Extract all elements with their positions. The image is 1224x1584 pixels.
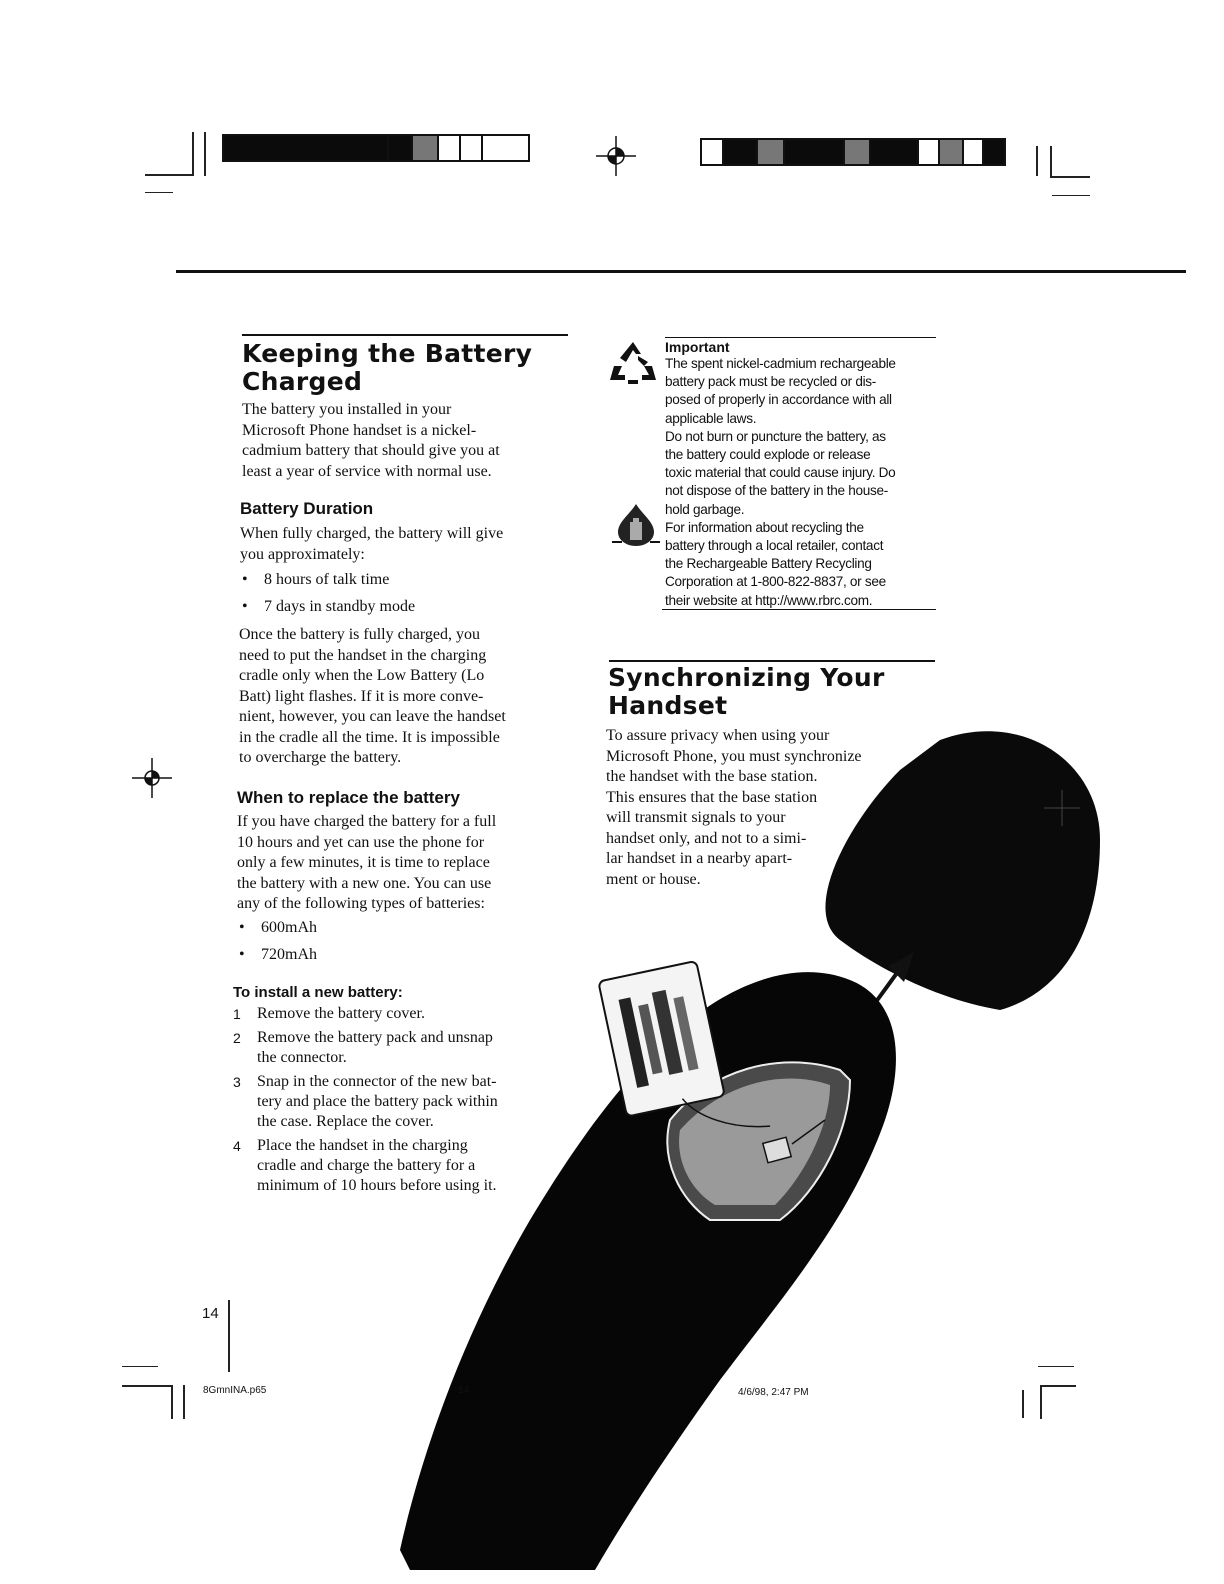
install-step	[233, 1004, 563, 1024]
text-line: handset only, and not to a simi-	[606, 829, 807, 847]
crop-mark	[171, 1385, 173, 1419]
text-line: least a year of service with normal use.	[242, 462, 492, 480]
text-line: If you have charged the battery for a full	[237, 813, 497, 830]
section-title-synchronizing-handset	[608, 664, 948, 720]
text-line: tery and place the battery pack within	[257, 1093, 498, 1110]
section-title-keeping-battery-charged	[242, 340, 572, 396]
crop-mark	[1036, 146, 1038, 176]
page-number-rule	[228, 1300, 230, 1372]
text-line: not dispose of the battery in the house-	[665, 483, 889, 499]
text-line: To assure privacy when using your	[606, 727, 830, 744]
section-title-line: Synchronizing Your	[608, 663, 885, 692]
text-line: nient, however, you can leave the handset	[239, 708, 506, 725]
header-rule	[176, 270, 1186, 273]
text-line: their website at http://www.rbrc.com.	[665, 592, 873, 608]
install-step	[233, 1136, 563, 1196]
text-line: cradle and charge the battery for a	[257, 1157, 476, 1174]
text-line: minimum of 10 hours before using it.	[257, 1177, 497, 1194]
text-line: battery pack must be recycled or dis-	[665, 374, 877, 390]
text-line: applicable laws.	[665, 410, 757, 426]
replace-paragraph	[237, 812, 567, 915]
crop-mark	[1040, 1385, 1076, 1387]
crop-mark	[1022, 1390, 1024, 1418]
install-steps	[233, 1004, 563, 1196]
color-bar-left	[222, 134, 530, 162]
important-note-body	[665, 355, 955, 610]
text-line: Batt) light flashes. If it is more conve-	[239, 687, 484, 705]
text-line: in the cradle all the time. It is impossible	[239, 728, 500, 746]
text-line: Corporation at 1-800-822-8837, or see	[665, 574, 886, 590]
battery-recycling-icon	[610, 502, 662, 548]
text-line: the battery could explode or release	[665, 447, 871, 463]
text-line: ment or house.	[606, 870, 701, 888]
section-title-line: Handset	[608, 691, 728, 720]
registration-mark-icon	[594, 136, 638, 176]
text-line: Microsoft Phone handset is a nickel-	[242, 421, 477, 439]
list-item: • 720mAh	[237, 945, 567, 965]
step-number: 4	[233, 1138, 241, 1154]
text-line: Remove the battery cover.	[257, 1005, 425, 1022]
text-line: to overcharge the battery.	[239, 749, 402, 766]
install-step	[233, 1028, 563, 1068]
list-item: • 8 hours of talk time	[240, 570, 570, 590]
recycle-icon	[608, 340, 658, 386]
text-line: hold garbage.	[665, 501, 745, 517]
text-line: you approximately:	[240, 545, 365, 563]
list-item: • 7 days in standby mode	[240, 597, 570, 617]
crop-mark	[183, 1385, 185, 1419]
text-line: battery through a local retailer, contact	[665, 538, 884, 554]
text-line: posed of properly in accordance with all	[665, 392, 892, 408]
text-line: will transmit signals to your	[606, 809, 786, 826]
crop-mark	[122, 1385, 172, 1387]
list-item: • 600mAh	[237, 918, 567, 938]
text-line: toxic material that could cause injury. Do	[665, 465, 896, 481]
note-bottom-rule	[662, 609, 936, 610]
intro-paragraph	[242, 400, 572, 482]
crop-mark	[192, 132, 194, 176]
registration-mark-icon	[132, 758, 172, 798]
text-line: This ensures that the base station	[606, 788, 818, 806]
text-line: The battery you installed in your	[242, 401, 452, 418]
text-line: Once the battery is fully charged, you	[239, 626, 480, 643]
text-line: the connector.	[257, 1049, 347, 1066]
crop-mark	[204, 132, 206, 176]
step-number: 2	[233, 1030, 241, 1046]
crop-mark	[122, 1366, 158, 1367]
crop-mark	[145, 174, 193, 176]
step-number: 1	[233, 1006, 241, 1022]
text-line: Microsoft Phone, you must synchronize	[606, 747, 862, 765]
footer-page-ref: 14	[458, 1385, 470, 1396]
important-title: Important	[665, 339, 730, 355]
text-line: lar handset in a nearby apart-	[606, 850, 793, 867]
install-step	[233, 1072, 563, 1132]
section-title-line: Charged	[242, 367, 363, 396]
heading-when-to-replace: When to replace the battery	[237, 788, 460, 807]
crop-mark	[1050, 176, 1090, 178]
text-line: the handset with the base station.	[606, 768, 818, 785]
text-line: need to put the handset in the charging	[239, 646, 487, 664]
color-bar-right	[700, 138, 1006, 166]
battery-types-list	[237, 918, 567, 965]
text-line: any of the following types of batteries:	[237, 895, 485, 912]
heading-install-battery: To install a new battery:	[233, 984, 403, 1001]
section-title-line: Keeping the Battery	[242, 339, 533, 368]
text-line: the case. Replace the cover.	[257, 1113, 434, 1130]
duration-list	[240, 570, 570, 617]
duration-paragraph	[240, 524, 570, 565]
section-rule	[609, 660, 935, 662]
crop-mark	[1052, 195, 1090, 196]
once-charged-paragraph	[239, 625, 569, 769]
text-line: cradle only when the Low Battery (Lo	[239, 667, 485, 684]
text-line: For information about recycling the	[665, 519, 864, 535]
text-line: Remove the battery pack and unsnap	[257, 1029, 493, 1046]
text-line: Place the handset in the charging	[257, 1137, 468, 1154]
footer-filename: 8GmnINA.p65	[203, 1385, 267, 1396]
section-rule	[242, 334, 568, 336]
text-line: When fully charged, the battery will give	[240, 525, 504, 542]
crop-mark	[1038, 1366, 1074, 1367]
text-line: the Rechargeable Battery Recycling	[665, 556, 872, 572]
footer-timestamp: 4/6/98, 2:47 PM	[738, 1387, 809, 1398]
page-number: 14	[202, 1305, 219, 1322]
text-line: Do not burn or puncture the battery, as	[665, 428, 886, 444]
note-top-rule	[665, 337, 936, 338]
crop-mark	[1050, 146, 1052, 176]
text-line: the battery with a new one. You can use	[237, 874, 492, 892]
crop-mark	[145, 192, 173, 193]
sync-paragraph	[606, 726, 946, 890]
text-line: The spent nickel-cadmium rechargeable	[665, 356, 896, 371]
step-number: 3	[233, 1074, 241, 1090]
text-line: cadmium battery that should give you at	[242, 442, 500, 459]
text-line: 10 hours and yet can use the phone for	[237, 833, 485, 851]
heading-battery-duration: Battery Duration	[240, 499, 374, 518]
crop-mark	[1040, 1385, 1042, 1419]
text-line: Snap in the connector of the new bat-	[257, 1073, 497, 1090]
text-line: only a few minutes, it is time to replace	[237, 854, 490, 871]
